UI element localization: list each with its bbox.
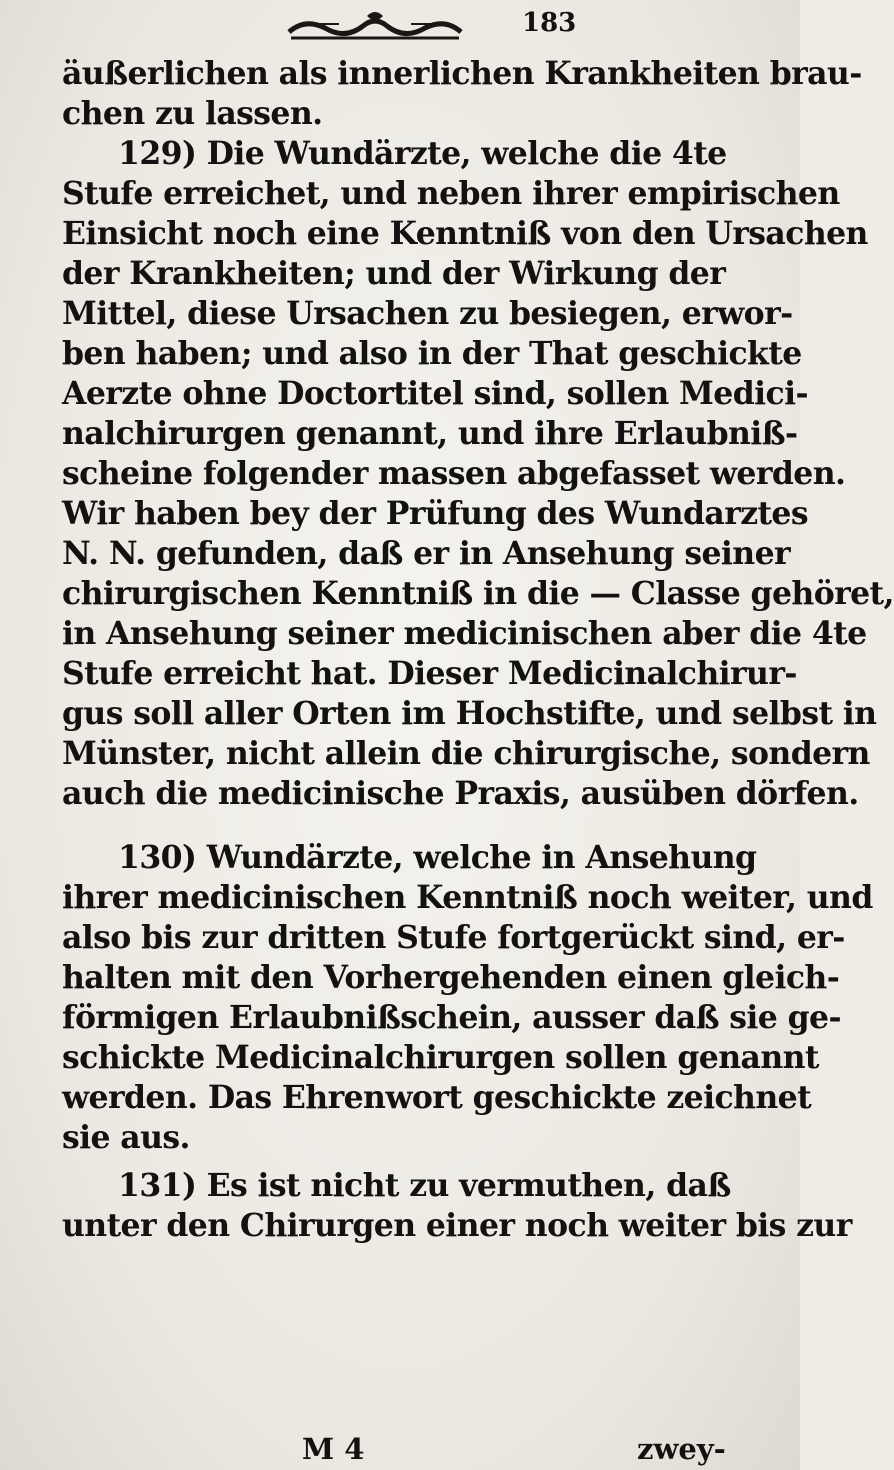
text-line: Mittel, diese Ursachen zu besiegen, erwor- (62, 295, 793, 332)
text-line: auch die medicinische Praxis, ausüben dörfen. (62, 775, 859, 812)
text-line: ben haben; und also in der That geschickte (62, 335, 802, 372)
text-line: Stufe erreicht hat. Dieser Medicinalchirur- (62, 655, 797, 692)
paragraph-131-start: 131) Es ist nicht zu vermuthen, daß (118, 1167, 731, 1204)
page-footer (62, 1432, 782, 1468)
header-ornament (285, 10, 465, 50)
text-line: ihrer medicinischen Kenntniß noch weiter, und (62, 879, 873, 916)
text-line: Einsicht noch eine Kenntniß von den Ursachen (62, 215, 868, 252)
text-line: halten mit den Vorhergehenden einen gleich- (62, 959, 840, 996)
text-line: der Krankheiten; und der Wirkung der (62, 255, 726, 292)
text-line: Stufe erreichet, und neben ihrer empirischen (62, 175, 840, 212)
text-line: chen zu lassen. (62, 95, 323, 132)
text-line: äußerlichen als innerlichen Krankheiten brau- (62, 55, 862, 92)
text-line: scheine folgender massen abgefasset werden. (62, 455, 846, 492)
text-line: Münster, nicht allein die chirurgische, sondern (62, 735, 870, 772)
text-line: schickte Medicinalchirurgen sollen genannt (62, 1039, 819, 1076)
text-line: sie aus. (62, 1119, 190, 1156)
signature-mark: M 4 (302, 1432, 365, 1466)
catchword: zwey- (637, 1432, 726, 1466)
text-line: unter den Chirurgen einer noch weiter bis zur (62, 1207, 852, 1244)
text-line: förmigen Erlaubnißschein, ausser daß sie ge- (62, 999, 841, 1036)
text-line: Wir haben bey der Prüfung des Wundarztes (62, 495, 809, 532)
page-number: 183 (522, 8, 577, 38)
text-line: gus soll aller Orten im Hochstifte, und selbst in (62, 695, 877, 732)
text-line: nalchirurgen genannt, und ihre Erlaubniß- (62, 415, 798, 452)
body-text (62, 54, 894, 1246)
text-line: werden. Das Ehrenwort geschickte zeichnet (62, 1079, 812, 1116)
paragraph-129-start: 129) Die Wundärzte, welche die 4te (118, 135, 727, 172)
paragraph-130-start: 130) Wundärzte, welche in Ansehung (118, 839, 757, 876)
text-line: Aerzte ohne Doctortitel sind, sollen Medici- (62, 375, 808, 412)
text-line: chirurgischen Kenntniß in die — Classe gehöret, (62, 575, 894, 612)
text-line: N. N. gefunden, daß er in Ansehung seiner (62, 535, 791, 572)
text-line: in Ansehung seiner medicinischen aber die 4te (62, 615, 867, 652)
text-line: also bis zur dritten Stufe fortgerückt sind, er- (62, 919, 845, 956)
